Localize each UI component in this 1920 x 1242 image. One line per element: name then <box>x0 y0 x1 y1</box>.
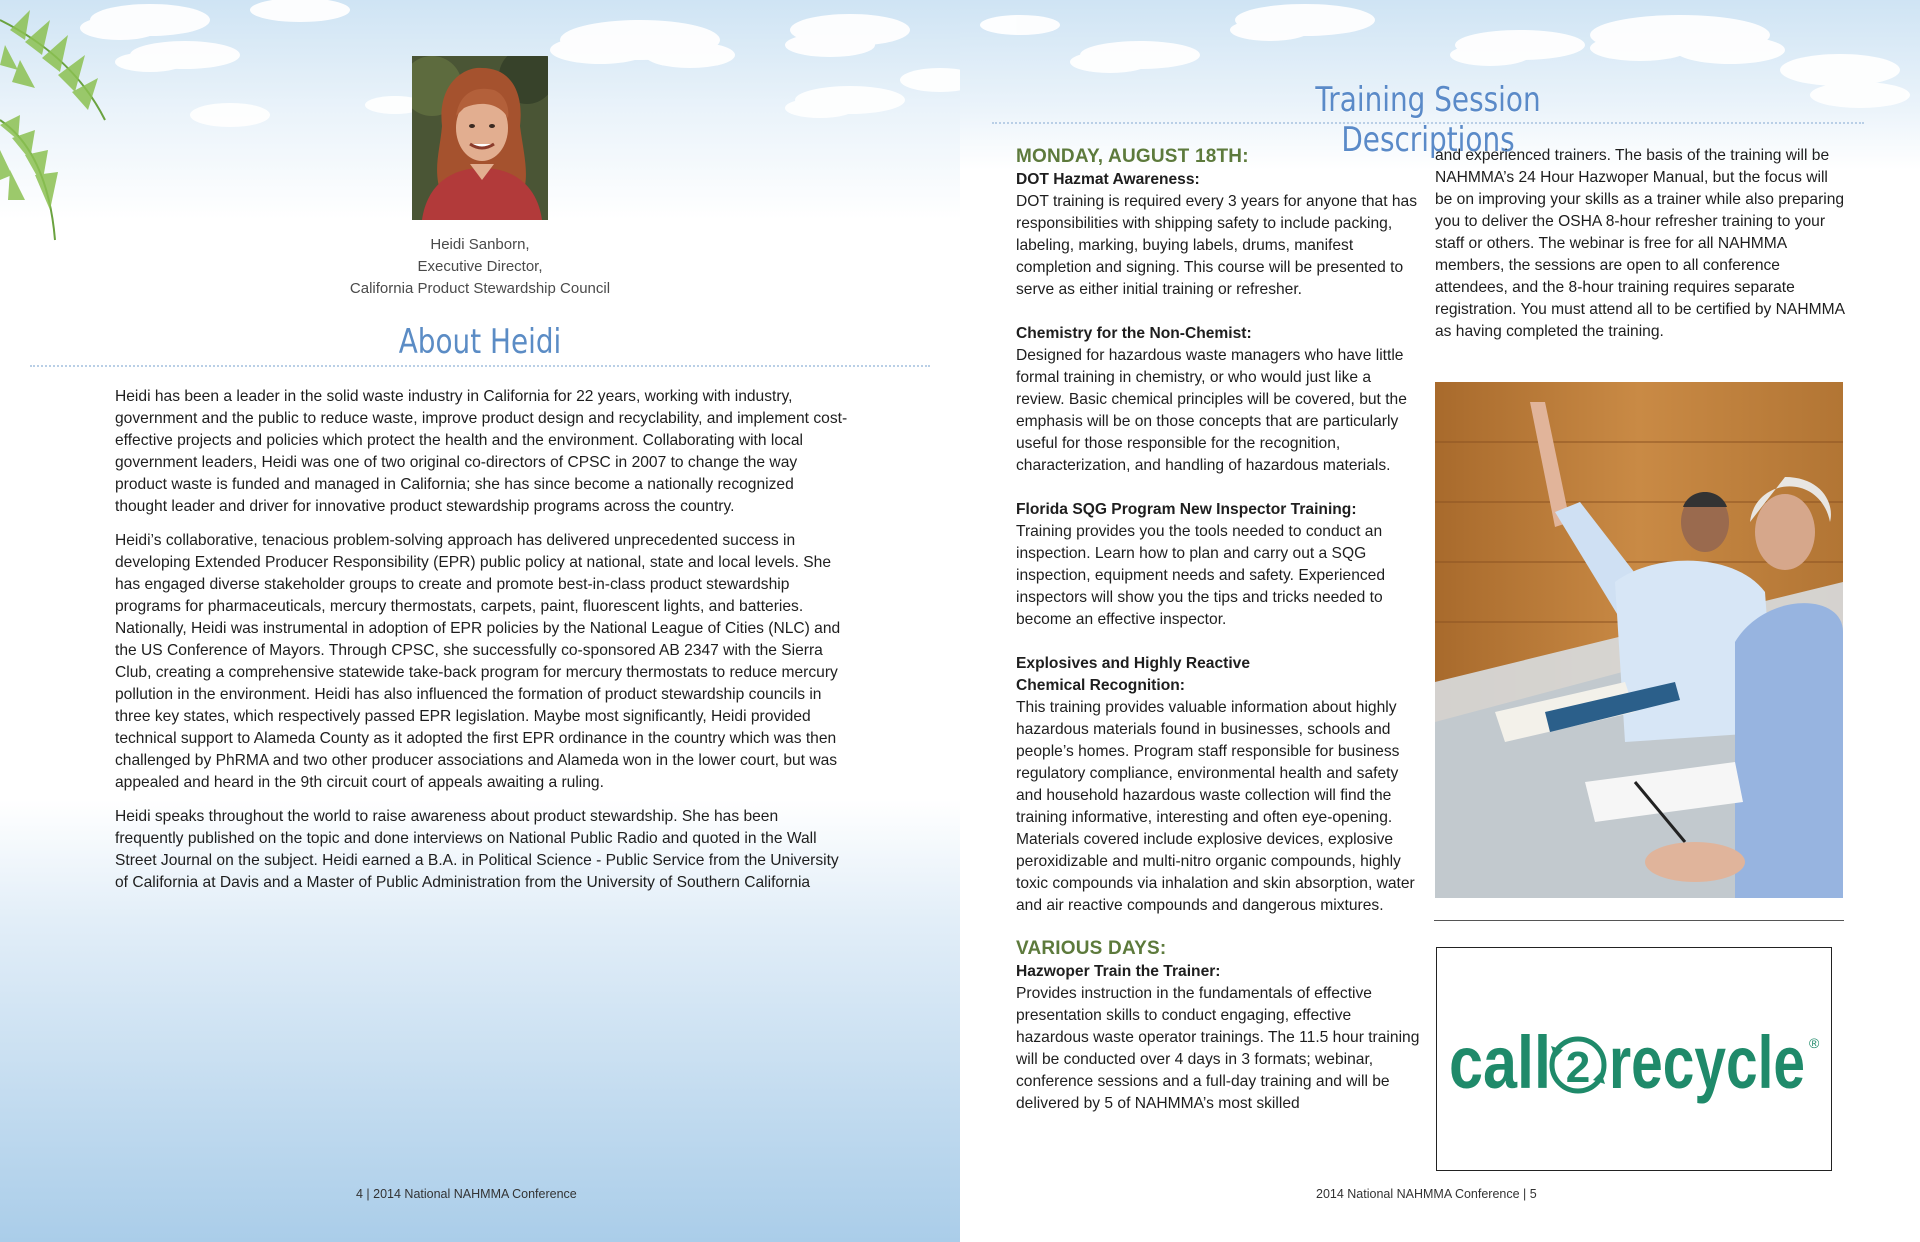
session-hazwoper <box>1016 961 1421 1115</box>
call2recycle-logo <box>1437 948 1831 1170</box>
training-heading: Training Session Descriptions <box>1315 80 1541 160</box>
session-description: Provides instruction in the fundamentals of effective presentation skills to conduct engaging, effective hazardous waste operator trainings. The 11.5 hour training will be conducted over 4 days in 3 formats; webinar, conference sessions and a full-day training and will be delivered by 5 of NAHMMA’s most skilled <box>1016 985 1420 1112</box>
ad-word-recycle: recycle <box>1609 1021 1805 1104</box>
caption-title: Executive Director, <box>417 258 543 275</box>
page-footer-right: 2014 National NAHMMA Conference | 5 <box>1316 1187 1537 1201</box>
caption-organization: California Product Stewardship Council <box>349 280 611 297</box>
session-description: This training provides valuable information about highly hazardous materials found in businesses, schools and people’s homes. Program staff responsible for business regulatory compliance, environmental health and safety and household hazardous waste collection will find the training informative, interesting and often eye-opening. Materials covered include explosive devices, explosive peroxidizable and multi-nitro organic compounds, highly toxic compounds via inhalation and skin absorption, water and air reactive compounds and dangerous mixtures. <box>1016 699 1415 914</box>
session-title: Florida SQG Program New Inspector Training: <box>1016 501 1357 518</box>
session-title: DOT Hazmat Awareness: <box>1016 171 1200 188</box>
heading-divider <box>992 122 1864 124</box>
about-heading: About Heidi <box>398 322 562 362</box>
session-title: Explosives and Highly Reactive Chemical Recognition: <box>1016 655 1250 694</box>
about-paragraph: Heidi speaks throughout the world to raise awareness about product stewardship. She has been frequently published on the topic and done interviews on National Public Radio and quoted in the Wall Street Journal on the subject. Heidi earned a B.A. in Political Science - Public Service from the University of California at Davis and a Master of Public Administration from the University of Southern California <box>115 808 839 891</box>
sessions-column-1 <box>1016 145 1421 1137</box>
ad-registered-mark: ® <box>1809 1035 1820 1051</box>
session-dot-hazmat <box>1016 169 1421 301</box>
portrait-caption <box>280 234 680 300</box>
sidebar-divider <box>1434 920 1844 921</box>
about-paragraph: Heidi has been a leader in the solid waste industry in California for 22 years, working with industry, government and the public to reduce waste, improve product design and recyclability, and implement cost-effective projects and policies which protect the health and the environment. Collaborating with local government leaders, Heidi was one of two original co-directors of CPSC in 2007 to change the way product waste is funded and managed in California; she has since become a nationally recognized thought leader and driver for innovative product stewardship programs across the country. <box>115 388 848 515</box>
session-description: Designed for hazardous waste managers who have little formal training in chemistry, or who would just like a review. Basic chemical principles will be covered, but the emphasis will be on those concepts that are particularly useful for those responsible for the recognition, characterization, and handling of hazardous materials. <box>1016 347 1407 474</box>
heidi-sanborn-portrait <box>412 56 548 220</box>
ad-digit: 2 <box>1565 1043 1591 1092</box>
heading-divider <box>30 365 930 367</box>
about-paragraph: Heidi’s collaborative, tenacious problem-solving approach has delivered unprecedented success in developing Extended Producer Responsibility (EPR) public policy at national, state and local levels. She has engaged diverse stakeholder groups to create and promote best-in-class product stewardship programs for pharmaceuticals, mercury thermostats, carpets, paint, fluorescent lights, and batteries. Nationally, Heidi was instrumental in adoption of EPR policies by the National League of Cities (NLC) and the US Conference of Mayors. Through CPSC, she successfully co-sponsored AB 2347 with the Sierra Club, creating a comprehensive statewide take-back program for mercury thermostats to reduce mercury pollution in the environment. Heidi has also influenced the formation of product stewardship councils in three key states, which respectively passed EPR legislation. Maybe most significantly, Heidi provided technical support to Alameda County as it adopted the first EPR ordinance in the country which was then challenged by PhRMA and two other producer associations and Alameda won in the lower court, but was appealed and heard in the 9th circuit court of appeals awaiting a ruling. <box>115 532 841 791</box>
ad-word-call: call <box>1449 1021 1551 1104</box>
session-description-continued: and experienced trainers. The basis of the training will be NAHMMA’s 24 Hour Hazwoper Manual, but the focus will be on improving your skills as a trainer while also preparing you to deliver the OSHA 8-hour refresher training to your staff or others. The webinar is free for all NAHMMA members, the sessions are open to all conference attendees, and the 8-hour training requires separate registration. You must attend all to be certified by NAHMMA as having completed the training. <box>1435 147 1845 340</box>
about-body <box>115 386 850 906</box>
palm-leaf-decoration <box>0 0 180 260</box>
day-heading-monday: MONDAY, AUGUST 18TH: <box>1016 146 1249 167</box>
session-florida-sqg <box>1016 499 1421 631</box>
session-chemistry <box>1016 323 1421 477</box>
session-explosives <box>1016 653 1421 917</box>
classroom-photo <box>1435 382 1843 898</box>
call2recycle-ad <box>1436 947 1832 1171</box>
caption-name: Heidi Sanborn, <box>430 236 530 253</box>
day-heading-various: VARIOUS DAYS: <box>1016 938 1167 959</box>
session-title: Hazwoper Train the Trainer: <box>1016 963 1221 980</box>
session-title: Chemistry for the Non-Chemist: <box>1016 325 1252 342</box>
sessions-column-2 <box>1435 145 1845 343</box>
page-footer-left: 4 | 2014 National NAHMMA Conference <box>356 1187 577 1201</box>
session-description: Training provides you the tools needed to conduct an inspection. Learn how to plan and carry out a SQG inspection, equipment needs and safety. Experienced inspectors will show you the tips and tricks needed to become an effective inspector. <box>1016 523 1386 628</box>
session-description: DOT training is required every 3 years for anyone that has responsibilities with shipping safety to include packing, labeling, marking, buying labels, drums, manifest completion and signing. This course will be presented to serve as either initial training or refresher. <box>1016 193 1418 298</box>
